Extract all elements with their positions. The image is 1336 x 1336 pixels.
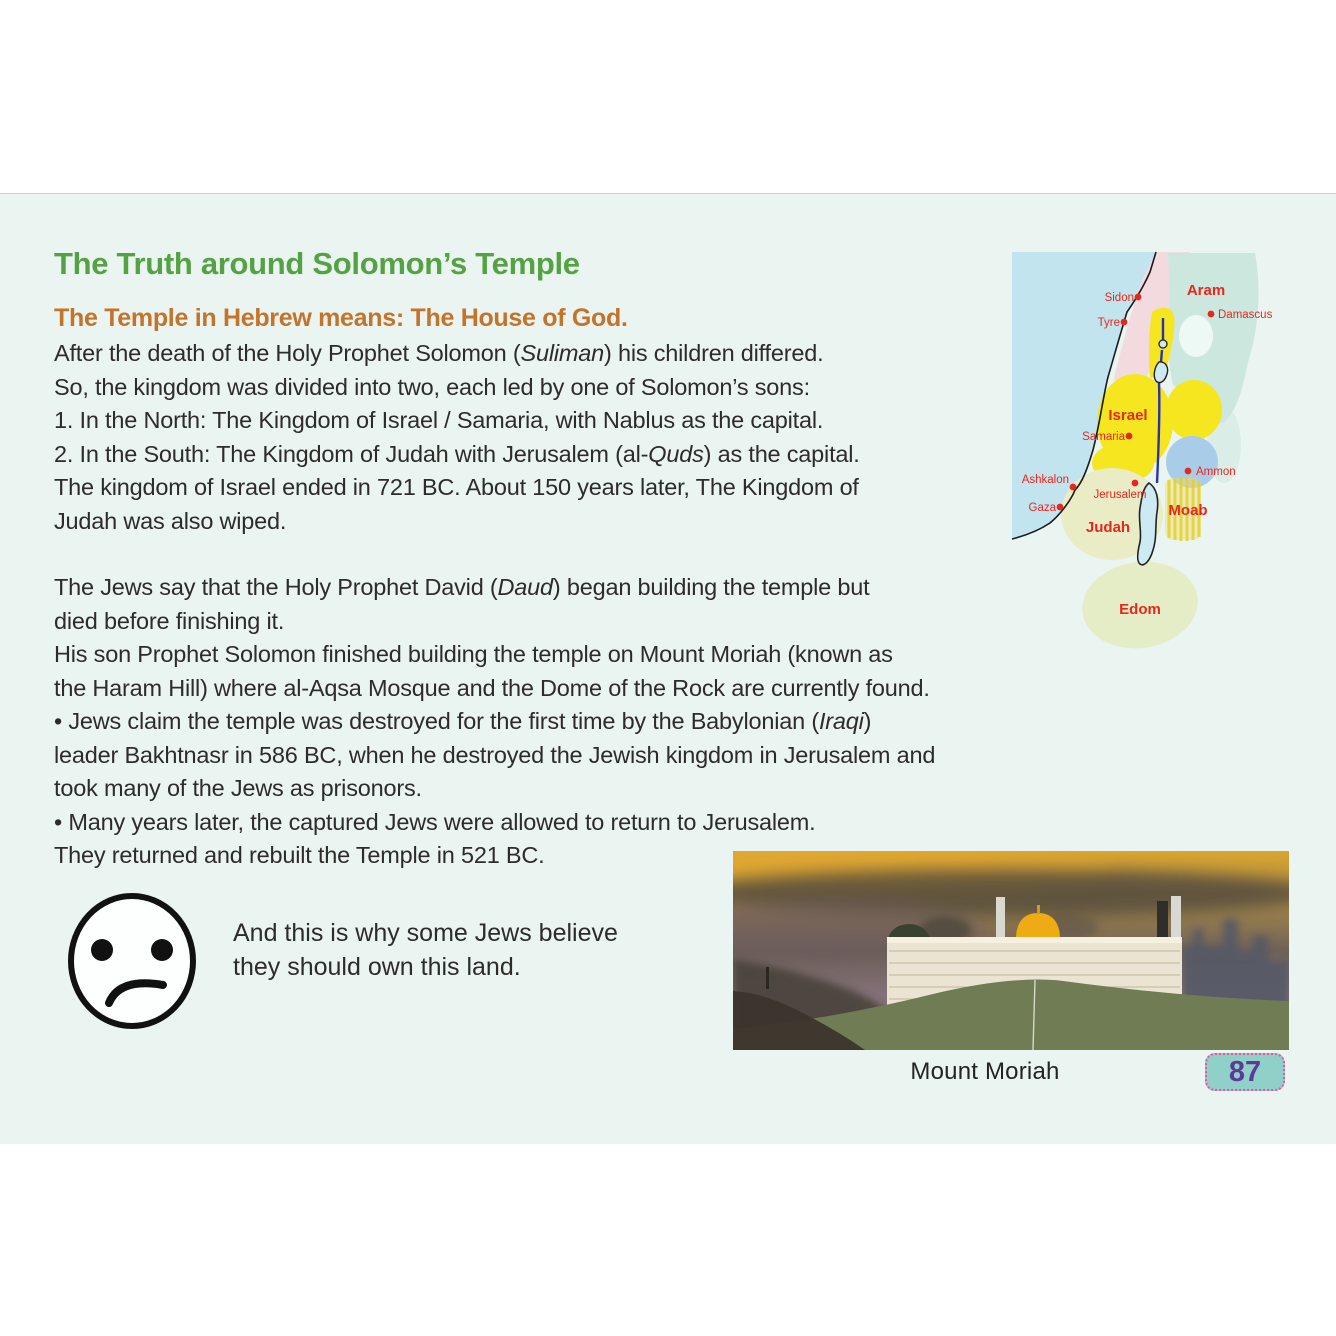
city-label-damascus: Damascus: [1218, 309, 1273, 321]
aram-lake: [1179, 315, 1213, 357]
page-number-badge: 87: [1205, 1053, 1285, 1091]
city-dot-gaza: [1057, 504, 1064, 511]
text-line: The Jews say that the Holy Prophet David (Daud) began building the temple but: [54, 574, 870, 600]
wall-top-highlight: [887, 937, 1182, 943]
white-tower: [1171, 896, 1181, 941]
page-subtitle: The Temple in Hebrew means: The House of God.: [54, 304, 628, 332]
figure-caption: Mount Moriah: [910, 1058, 1060, 1085]
text-line: • Jews claim the temple was destroyed for the first time by the Babylonian (Iraqi): [54, 708, 872, 734]
small-figure-silhouette: [766, 967, 769, 989]
text-line: died before finishing it.: [54, 607, 285, 634]
city-label-jerusalem: Jerusalem: [1093, 489, 1147, 501]
text-line: And this is why some Jews believe: [233, 919, 618, 947]
region-label-moab: Moab: [1168, 502, 1208, 519]
region-label-judah: Judah: [1085, 519, 1131, 536]
dark-tower: [1157, 901, 1168, 941]
region-label-aram: Aram: [1186, 282, 1226, 299]
city-label-gaza: Gaza: [1028, 502, 1056, 514]
city-label-sidon: Sidon: [1104, 292, 1134, 304]
text-line: took many of the Jews as prisonors.: [54, 775, 422, 801]
dome-finial: [1037, 905, 1040, 914]
text-line: the Haram Hill) where al-Aqsa Mosque and the Dome of the Rock are currently found.: [54, 674, 930, 701]
israel-east-lobe: [1166, 380, 1222, 440]
paragraph-kingdom-division: [54, 337, 1039, 538]
historical-map-israel-judah: [1010, 250, 1300, 660]
text-line: His son Prophet Solomon finished building the temple on Mount Moriah (known as: [54, 641, 893, 667]
city-dot-damascus: [1208, 311, 1215, 318]
city-dot-tyre: [1121, 319, 1128, 326]
text-line: Judah was also wiped.: [54, 507, 287, 534]
text-line: After the death of the Holy Prophet Solomon (Suliman) his children differed.: [54, 340, 824, 366]
page-title: The Truth around Solomon’s Temple: [54, 246, 580, 281]
city-dot-samaria: [1126, 433, 1133, 440]
region-label-edom: Edom: [1119, 601, 1161, 618]
text-line: they should own this land.: [233, 953, 521, 981]
sea-of-galilee: [1154, 362, 1167, 383]
city-label-samaria: Samaria: [1082, 431, 1125, 443]
mount-moriah-image: [733, 851, 1289, 1050]
note-text: [233, 916, 618, 984]
city-dot-ashkalon: [1070, 484, 1077, 491]
left-minaret: [996, 897, 1005, 939]
text-line: So, the kingdom was divided into two, each led by one of Solomon’s sons:: [54, 373, 810, 400]
city-label-tyre: Tyre: [1097, 317, 1120, 329]
city-label-ashkalon: Ashkalon: [1021, 474, 1069, 486]
confused-face-icon: [66, 893, 200, 1033]
city-dot-sidon: [1135, 294, 1142, 301]
river-spring: [1159, 340, 1167, 348]
text-line: The kingdom of Israel ended in 721 BC. About 150 years later, The Kingdom of: [54, 474, 859, 500]
text-line: • Many years later, the captured Jews were allowed to return to Jerusalem.: [54, 808, 816, 835]
text-line: leader Bakhtnasr in 586 BC, when he destroyed the Jewish kingdom in Jerusalem and: [54, 741, 936, 768]
city-dot-jerusalem: [1132, 480, 1139, 487]
text-line: 2. In the South: The Kingdom of Judah with Jerusalem (al-Quds) as the capital.: [54, 440, 860, 467]
text-line: They returned and rebuilt the Temple in 521 BC.: [54, 842, 545, 868]
city-dot-ammon: [1185, 468, 1192, 475]
paragraph-temple-history: [54, 571, 1039, 873]
city-label-ammon: Ammon: [1196, 466, 1236, 478]
text-line: 1. In the North: The Kingdom of Israel / Samaria, with Nablus as the capital.: [54, 407, 824, 433]
region-label-israel: Israel: [1108, 407, 1148, 424]
